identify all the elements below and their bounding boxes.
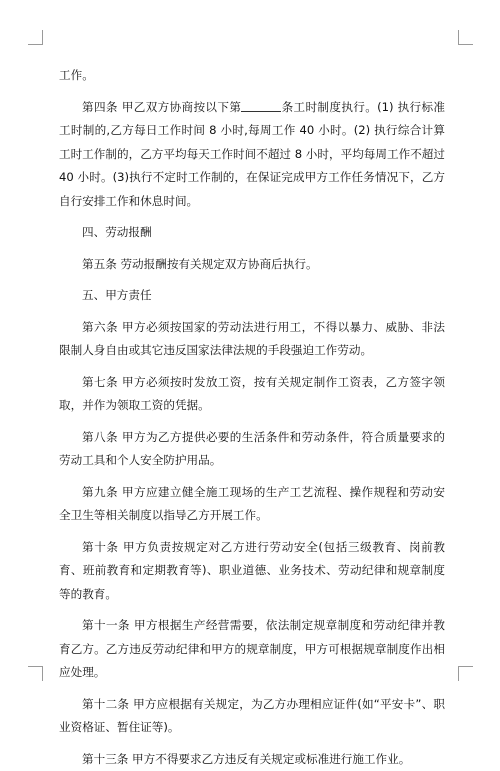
section-heading-remuneration: 四、劳动报酬 — [59, 221, 445, 245]
crop-mark-bottom-left — [28, 666, 43, 681]
article-8-paragraph: 第八条 甲方为乙方提供必要的生活条件和劳动条件，符合质量要求的劳动工具和个人安全防护用品。 — [59, 426, 445, 473]
fill-in-blank[interactable] — [241, 99, 281, 112]
crop-mark-bottom-right — [458, 666, 473, 681]
paragraph-continuation: 工作。 — [59, 64, 445, 88]
article-12-paragraph: 第十二条 甲方应根据有关规定，为乙方办理相应证件(如“平安卡”、职业资格证、暂住证等)。 — [59, 693, 445, 740]
article-4-lead: 第四条 甲乙双方协商按以下第 — [82, 100, 241, 114]
crop-mark-top-left — [28, 30, 43, 45]
document-page — [59, 64, 445, 771]
article-4-paragraph — [59, 96, 445, 214]
article-6-paragraph: 第六条 甲方必须按国家的劳动法进行用工，不得以暴力、威胁、非法限制人身自由或其它违反国家法律法规的手段强迫工作劳动。 — [59, 316, 445, 363]
article-13-paragraph: 第十三条 甲方不得要求乙方违反有关规定或标准进行施工作业。 — [59, 748, 445, 771]
article-4-body: 条工时制度执行。(1) 执行标准工时制的,乙方每日工作时间 8 小时,每周工作 40 小时。(2) 执行综合计算工时工作制的，乙方平均每天工作时间不超过 8 小时，平均每周工作不超过 40 小时。(3)执行不定时工作制的，在保证完成甲方工作任务情况下，乙方自行安排工作和休息时间。 — [59, 100, 445, 208]
crop-mark-top-right — [458, 30, 473, 45]
article-5-paragraph: 第五条 劳动报酬按有关规定双方协商后执行。 — [59, 253, 445, 277]
section-heading-party-a-duties: 五、甲方责任 — [59, 284, 445, 308]
article-9-paragraph: 第九条 甲方应建立健全施工现场的生产工艺流程、操作规程和劳动安全卫生等相关制度以指导乙方开展工作。 — [59, 481, 445, 528]
article-10-paragraph: 第十条 甲方负责按规定对乙方进行劳动安全(包括三级教育、岗前教育、班前教育和定期教育等)、职业道德、业务技术、劳动纪律和规章制度等的教育。 — [59, 536, 445, 607]
article-11-paragraph: 第十一条 甲方根据生产经营需要，依法制定规章制度和劳动纪律并教育乙方。乙方违反劳动纪律和甲方的规章制度，甲方可根据规章制度作出相应处理。 — [59, 614, 445, 685]
article-7-paragraph: 第七条 甲方必须按时发放工资，按有关规定制作工资表，乙方签字领取，并作为领取工资的凭据。 — [59, 371, 445, 418]
